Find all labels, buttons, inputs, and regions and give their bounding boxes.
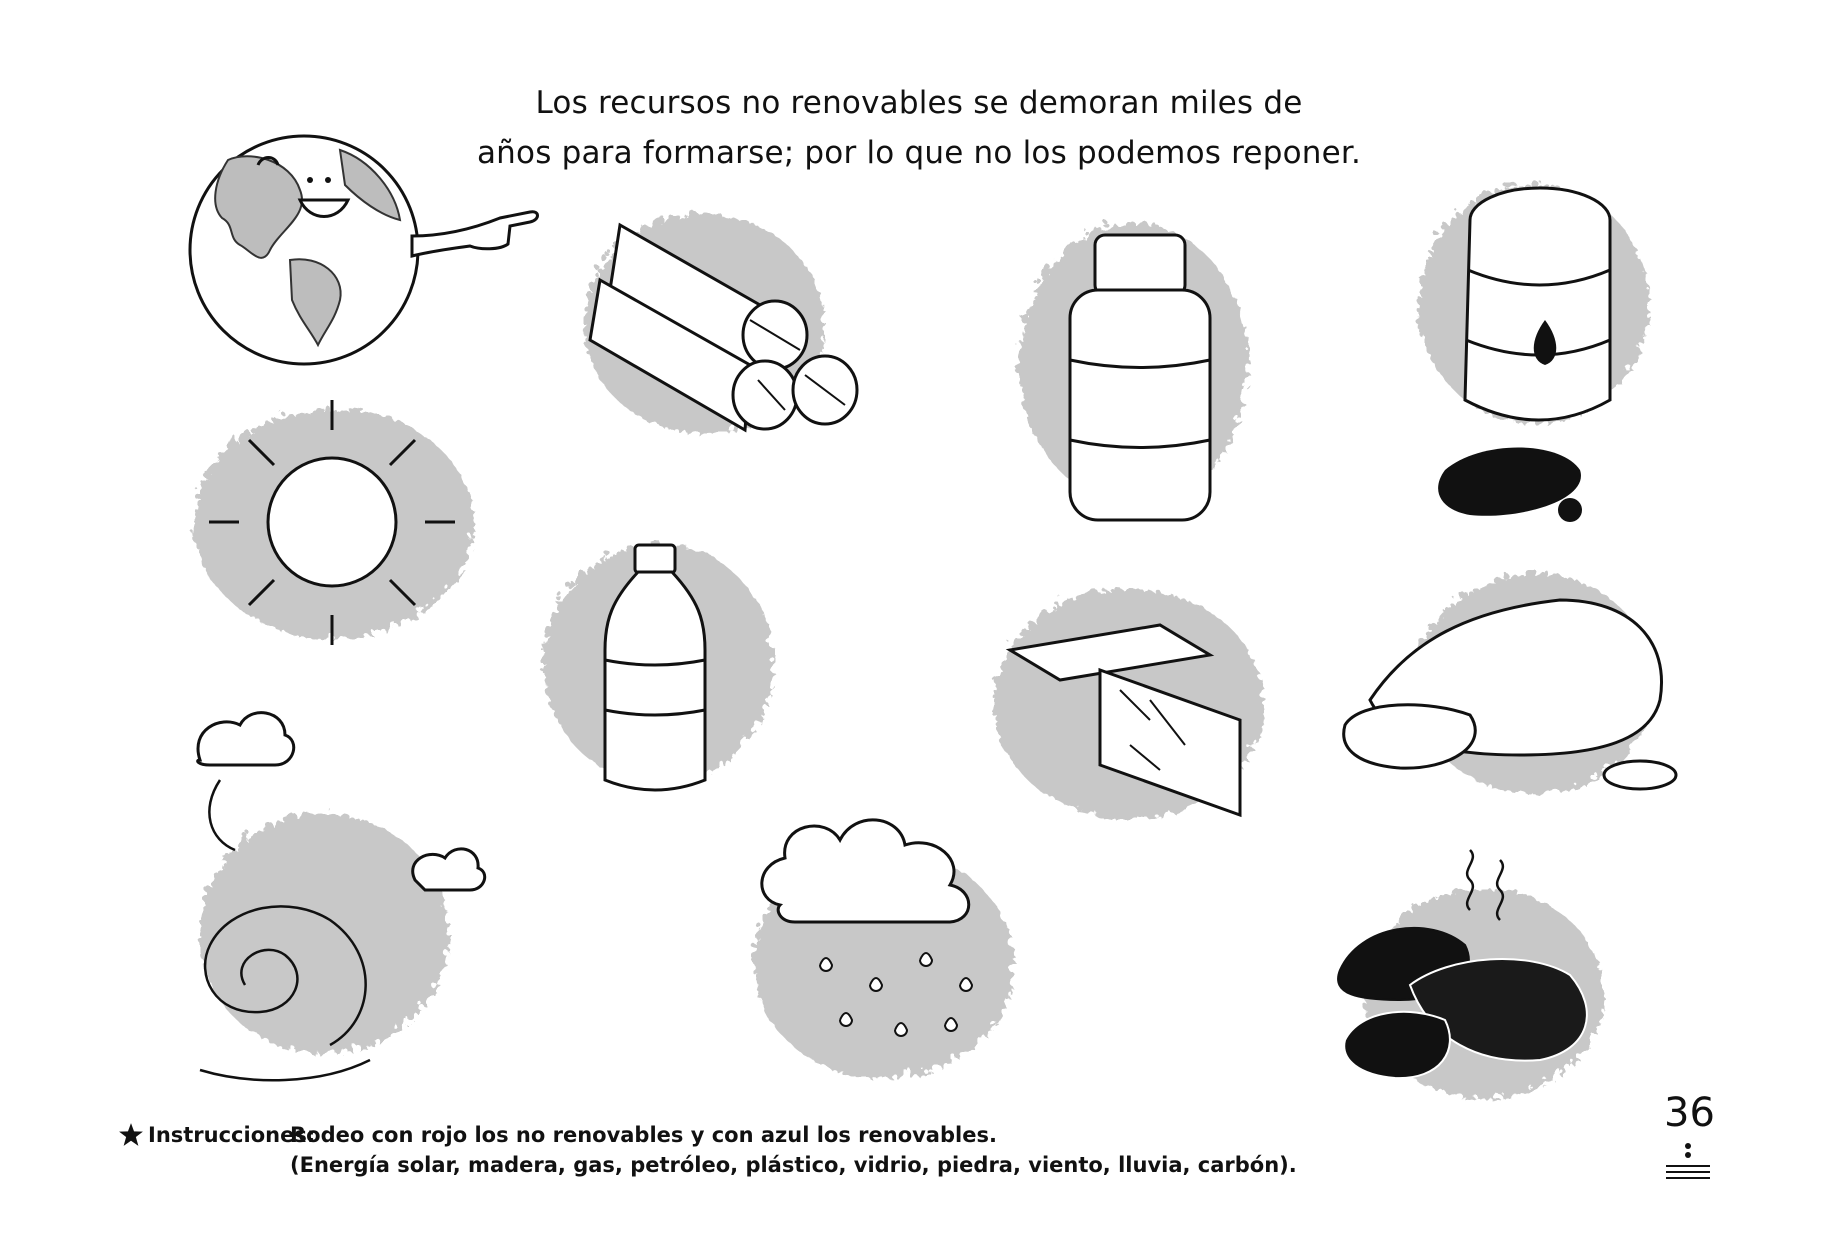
title-line-2: años para formarse; por lo que no los podemos reponer. bbox=[476, 135, 1362, 171]
wood-logs-icon bbox=[580, 210, 857, 430]
oil-barrel-icon bbox=[1415, 180, 1645, 522]
title-line-1: Los recursos no renovables se demoran miles de bbox=[535, 85, 1303, 121]
page-number-marker-icon bbox=[1664, 1142, 1712, 1182]
wind-icon bbox=[195, 713, 485, 1081]
instructions-list: (Energía solar, madera, gas, petróleo, plástico, vidrio, piedra, viento, lluvia, carbón). bbox=[290, 1153, 1297, 1177]
instructions-text: Rodeo con rojo los no renovables y con azul los renovables. bbox=[290, 1123, 997, 1147]
earth-character-icon bbox=[190, 136, 538, 364]
instructions-label: Instrucciones: bbox=[148, 1123, 316, 1147]
star-icon bbox=[118, 1122, 144, 1148]
rocks-icon bbox=[1344, 570, 1676, 790]
sun-icon bbox=[190, 400, 470, 645]
glass-panes-icon bbox=[990, 585, 1260, 815]
plastic-bottle-icon bbox=[540, 540, 770, 790]
gas-cylinder-icon bbox=[1015, 220, 1245, 520]
rain-cloud-icon bbox=[750, 820, 1010, 1075]
page-number: 36 bbox=[1664, 1090, 1715, 1136]
coal-icon bbox=[1338, 850, 1600, 1095]
